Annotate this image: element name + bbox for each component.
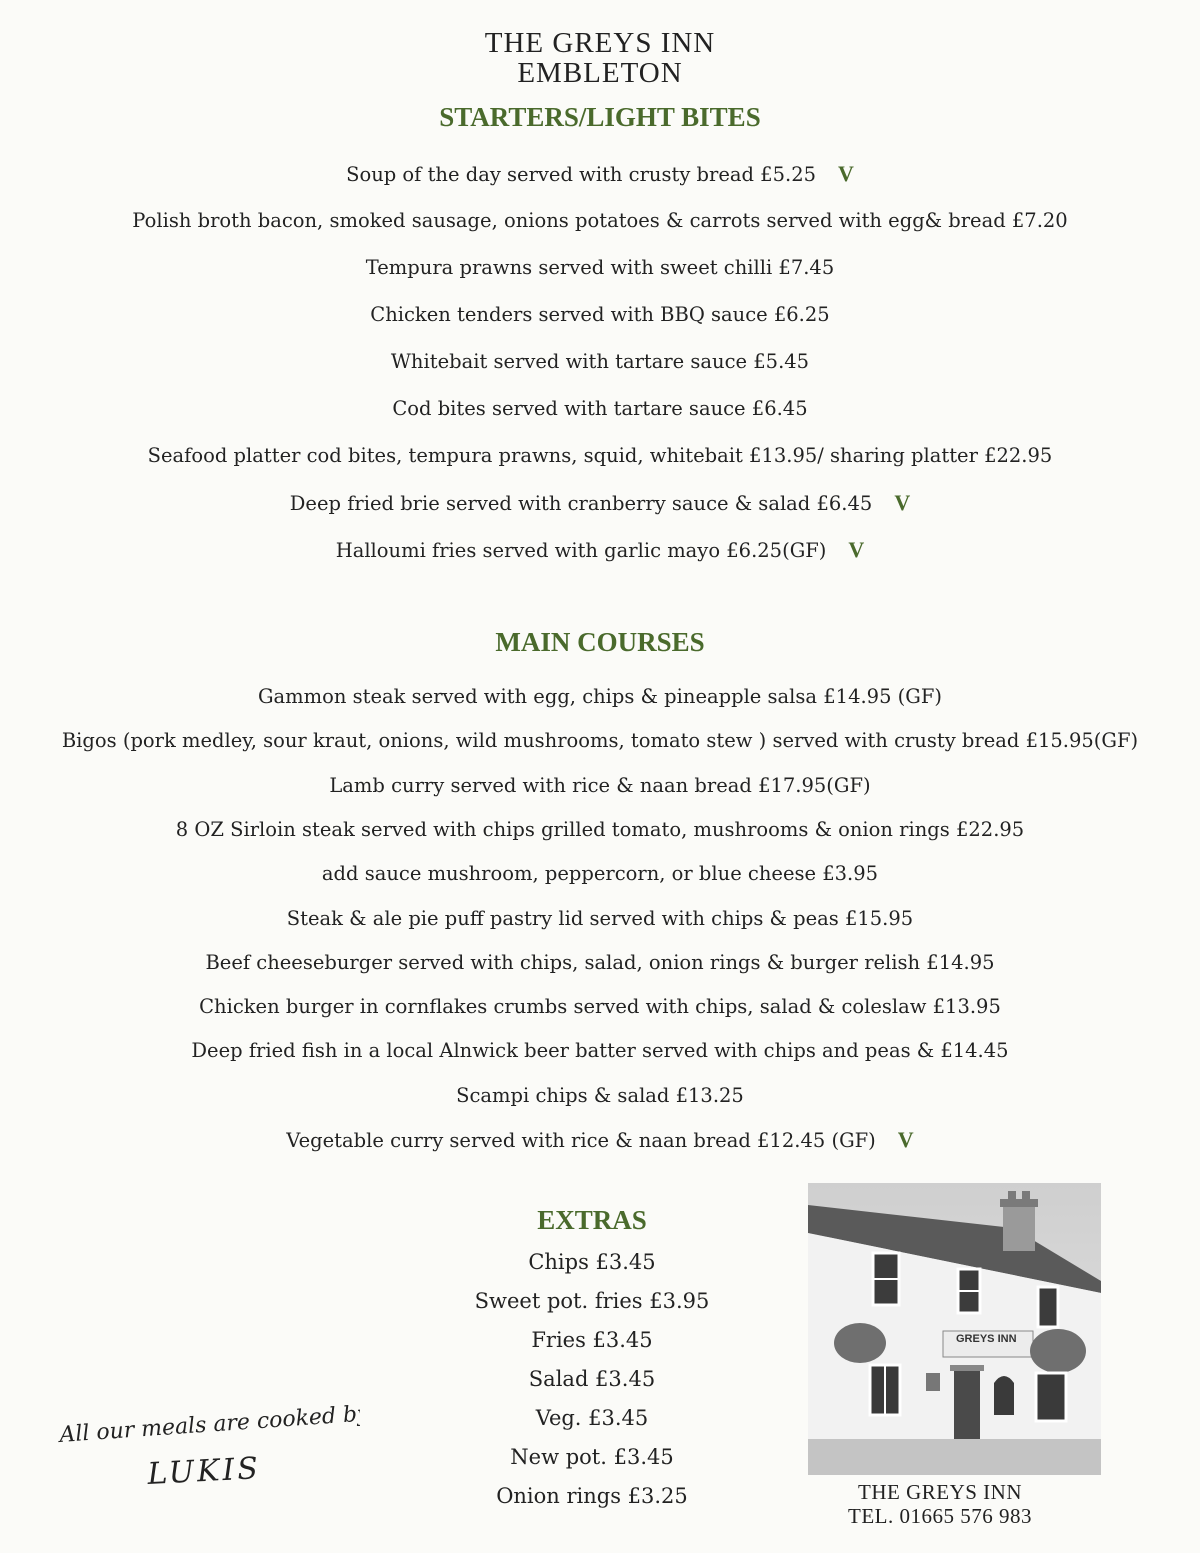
main-course-item [0,772,1200,800]
starter-item-text: Tempura prawns served with sweet chilli £7.45 [365,256,835,279]
extra-item: New pot. £3.45 [510,1445,674,1469]
extra-item: Fries £3.45 [531,1328,653,1352]
starter-item-text: Chicken tenders served with BBQ sauce £6.25 [370,303,830,326]
starter-item-text: Polish broth bacon, smoked sausage, onions potatoes & carrots served with egg& bread £7.20 [132,209,1068,232]
starter-item [0,536,1200,565]
main-course-item [0,816,1200,844]
photo-caption-tel: TEL. 01665 576 983 [848,1504,1032,1528]
main-course-item-text: Deep fried fish in a local Alnwick beer batter served with chips and peas & £14.45 [191,1039,1009,1063]
starter-item [0,207,1200,235]
main-course-item [0,949,1200,977]
main-course-item [0,683,1200,711]
main-course-item-text: Bigos (pork medley, sour kraut, onions, wild mushrooms, tomato stew ) served with crusty bread £15.95(GF) [61,729,1139,753]
main-course-item [0,860,1200,888]
starter-item [0,489,1200,518]
restaurant-location: EMBLETON [517,57,683,89]
starter-item-text: Soup of the day served with crusty bread £5.25 [346,163,817,186]
main-course-item-text: Scampi chips & salad £13.25 [456,1083,744,1107]
extras-title: EXTRAS [537,1205,647,1235]
vegetarian-marker: V [894,490,911,515]
starter-item [0,254,1200,282]
main-course-item-text: 8 OZ Sirloin steak served with chips grilled tomato, mushrooms & onion rings £22.95 [175,817,1025,841]
main-course-item-text: Gammon steak served with egg, chips & pineapple salsa £14.95 (GF) [257,685,943,708]
main-course-item [0,1037,1200,1065]
starter-item-text: Whitebait served with tartare sauce £5.45 [390,350,810,373]
extra-item: Chips £3.45 [528,1250,656,1274]
main-courses-title: MAIN COURSES [495,627,705,657]
main-course-item-text: Lamb curry served with rice & naan bread £17.95(GF) [329,773,871,797]
inn-photo [808,1183,1101,1475]
main-course-item-text: Steak & ale pie puff pastry lid served with chips & peas £15.95 [286,906,914,930]
inn-building-illustration [808,1183,1101,1475]
starter-item-text: Deep fried brie served with cranberry sauce & salad £6.45 [289,492,873,515]
chef-signature [40,1400,360,1510]
extra-item: Sweet pot. fries £3.95 [474,1289,710,1313]
extra-item: Veg. £3.45 [535,1406,649,1430]
photo-caption-name: THE GREYS INN [858,1480,1022,1504]
main-course-item-text: add sauce mushroom, peppercorn, or blue cheese £3.95 [321,862,879,886]
starter-item-text: Seafood platter cod bites, tempura prawns, squid, whitebait £13.95/ sharing platter £22.95 [147,444,1053,467]
main-course-item [0,993,1200,1021]
main-course-item-text: Chicken burger in cornflakes crumbs served with chips, salad & coleslaw £13.95 [199,995,1001,1019]
starter-item [0,301,1200,329]
restaurant-name: THE GREYS INN [484,27,716,59]
vegetarian-marker: V [897,1127,914,1152]
starter-item [0,348,1200,376]
main-course-item-text: Beef cheeseburger served with chips, salad, onion rings & burger relish £14.95 [205,950,995,974]
starter-item-text: Halloumi fries served with garlic mayo £6.25(GF) [335,539,827,562]
main-course-item-text: Vegetable curry served with rice & naan bread £12.45 (GF) [286,1129,876,1152]
starters-title: STARTERS/LIGHT BITES [439,102,761,132]
main-course-item [0,727,1200,755]
vegetarian-marker: V [838,161,854,186]
starter-item [0,395,1200,423]
extra-item: Onion rings £3.25 [496,1484,688,1508]
inn-sign-text: GREYS INN [956,1333,1017,1345]
extra-item: Salad £3.45 [528,1367,656,1391]
main-course-item [0,905,1200,933]
signature-line-1: All our meals are cooked by [58,1401,360,1448]
main-course-item [0,1126,1200,1155]
signature-line-2: LUKIS [146,1451,262,1492]
starter-item [0,160,1200,189]
vegetarian-marker: V [848,537,865,562]
main-course-item [0,1082,1200,1110]
signature-graphic [40,1400,360,1510]
starter-item [0,442,1200,470]
starter-item-text: Cod bites served with tartare sauce £6.45 [392,397,808,420]
